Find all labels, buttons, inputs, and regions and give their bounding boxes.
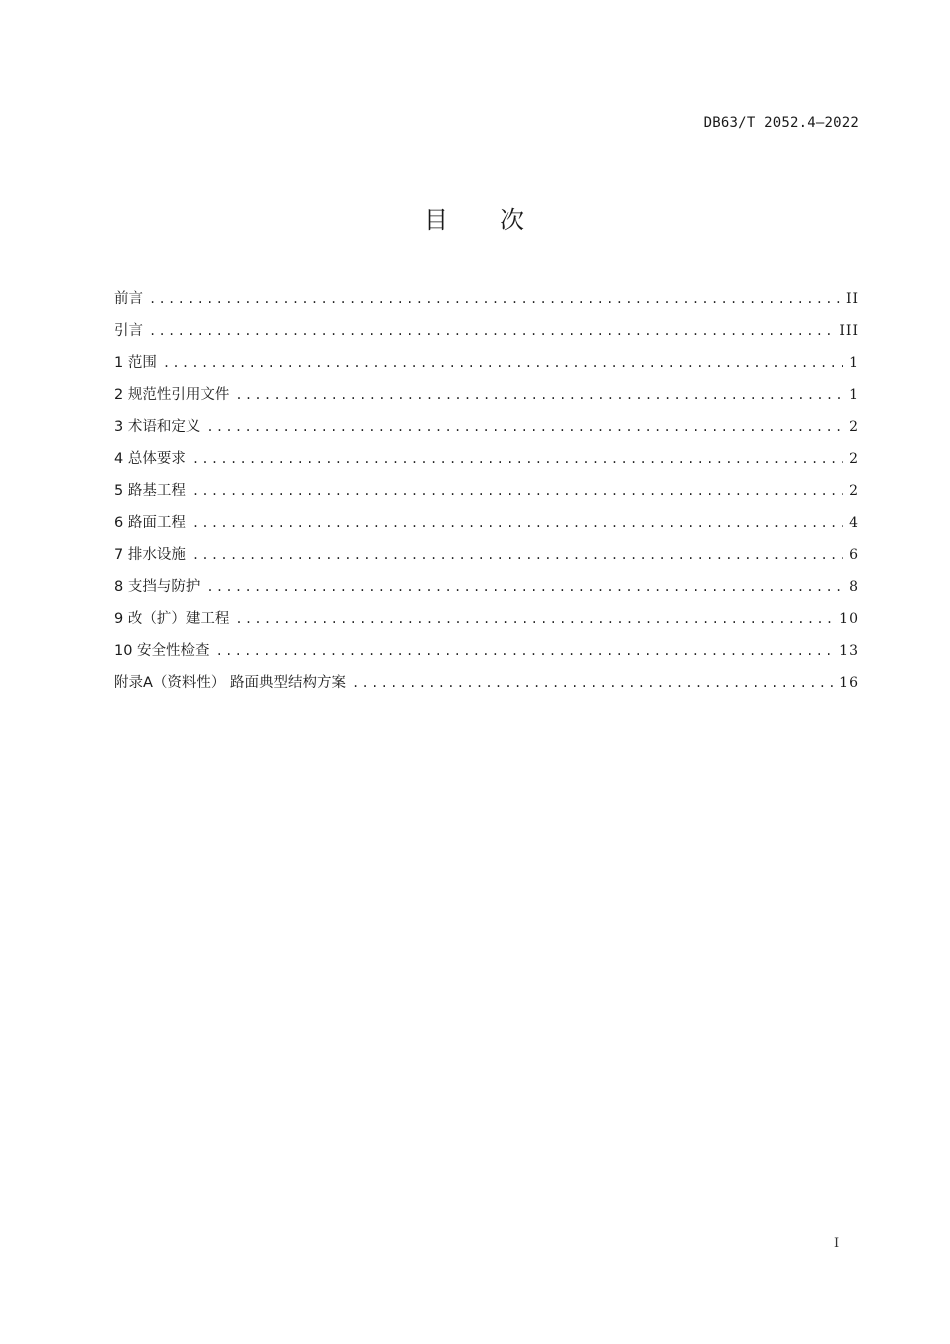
toc-entry-label[interactable]: 1 范围 — [114, 355, 157, 371]
dot-leader — [149, 319, 833, 343]
dot-leader — [192, 479, 843, 503]
toc-entry-page: 1 — [849, 387, 859, 403]
toc-entry-subgrade[interactable] — [114, 479, 859, 511]
dot-leader — [192, 511, 843, 535]
toc-entry-page: 8 — [849, 579, 859, 595]
dot-leader — [235, 607, 833, 631]
toc-entry-page: 4 — [849, 515, 859, 531]
title-char-left: 目 — [424, 206, 450, 234]
toc-entry-page: 2 — [849, 419, 859, 435]
toc-entry-label[interactable]: 2 规范性引用文件 — [114, 387, 230, 403]
toc-entry-label[interactable]: 6 路面工程 — [114, 515, 186, 531]
toc-entry-label[interactable]: 5 路基工程 — [114, 483, 186, 499]
toc-entry-label[interactable]: 3 术语和定义 — [114, 419, 201, 435]
toc-entry-scope[interactable] — [114, 351, 859, 383]
toc-entry-page: 16 — [839, 675, 859, 691]
toc-entry-terms-definitions[interactable] — [114, 415, 859, 447]
toc-entry-safety-inspection[interactable] — [114, 639, 859, 671]
dot-leader — [352, 671, 833, 695]
toc-entry-introduction[interactable] — [114, 319, 859, 351]
dot-leader — [216, 639, 834, 663]
toc-entry-reconstruction[interactable] — [114, 607, 859, 639]
toc-entry-retaining-protection[interactable] — [114, 575, 859, 607]
toc-entry-label[interactable]: 9 改（扩）建工程 — [114, 611, 230, 627]
toc-entry-drainage[interactable] — [114, 543, 859, 575]
document-code: DB63/T 2052.4—2022 — [703, 115, 859, 131]
page-title — [0, 200, 950, 235]
toc-entry-label[interactable]: 前言 — [114, 291, 143, 307]
toc-entry-pavement[interactable] — [114, 511, 859, 543]
table-of-contents — [114, 287, 859, 703]
dot-leader — [163, 351, 843, 375]
toc-entry-page: 13 — [839, 643, 859, 659]
toc-entry-page: 2 — [849, 483, 859, 499]
toc-entry-page: II — [845, 291, 859, 307]
toc-entry-page: 10 — [839, 611, 859, 627]
toc-entry-page: III — [839, 323, 859, 339]
toc-entry-label[interactable]: 4 总体要求 — [114, 451, 186, 467]
dot-leader — [235, 383, 843, 407]
toc-entry-label[interactable]: 附录A（资料性） 路面典型结构方案 — [114, 675, 347, 691]
toc-entry-normative-references[interactable] — [114, 383, 859, 415]
dot-leader — [192, 543, 843, 567]
toc-entry-page: 1 — [849, 355, 859, 371]
toc-entry-label[interactable]: 8 支挡与防护 — [114, 579, 201, 595]
page-number: I — [834, 1236, 840, 1251]
toc-entry-general-requirements[interactable] — [114, 447, 859, 479]
toc-entry-page: 2 — [849, 451, 859, 467]
dot-leader — [206, 415, 843, 439]
dot-leader — [192, 447, 843, 471]
toc-entry-label[interactable]: 引言 — [114, 323, 143, 339]
toc-entry-page: 6 — [849, 547, 859, 563]
toc-entry-appendix-a[interactable] — [114, 671, 859, 703]
toc-entry-label[interactable]: 10 安全性检查 — [114, 643, 210, 659]
toc-entry-foreword[interactable] — [114, 287, 859, 319]
toc-entry-label[interactable]: 7 排水设施 — [114, 547, 186, 563]
title-char-right: 次 — [500, 206, 526, 234]
dot-leader — [206, 575, 843, 599]
dot-leader — [149, 287, 840, 311]
